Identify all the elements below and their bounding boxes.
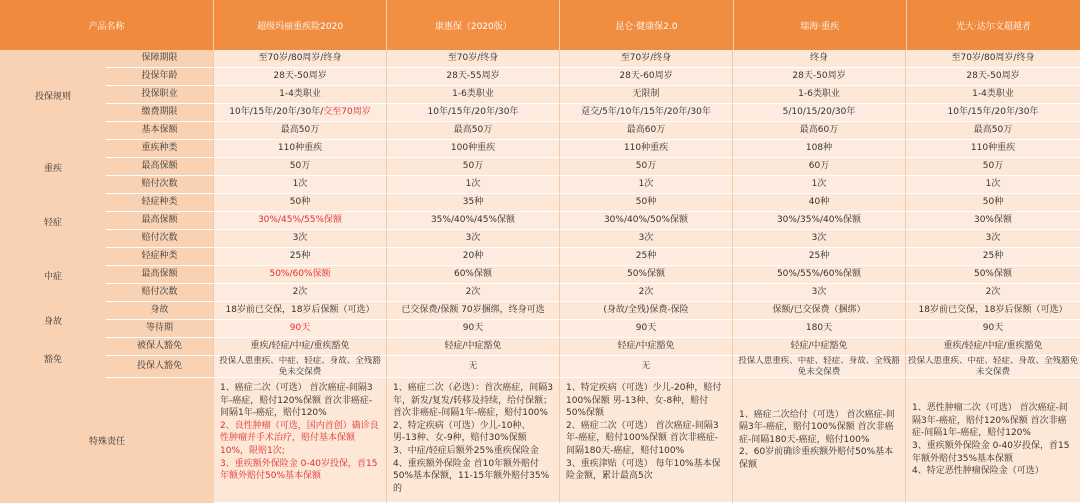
table-cell: 5/10/15/20/30年: [733, 104, 906, 122]
table-cell: 110种重疾: [560, 140, 733, 158]
special-cell: [560, 378, 733, 503]
table-cell: 1次: [560, 176, 733, 194]
table-cell: 30%/40%/50%保额: [560, 212, 733, 230]
special-cell: [733, 378, 906, 503]
table-row: [106, 266, 1080, 284]
table-cell: 108种: [733, 140, 906, 158]
table-cell: 最高60万: [560, 122, 733, 140]
table-row: [106, 248, 1080, 266]
table-cell: 保额/已交保费（捆绑）: [733, 302, 906, 320]
group-special: 特殊责任: [0, 378, 214, 503]
table-header: [0, 0, 1080, 50]
table-cell: 50万: [560, 158, 733, 176]
special-line: 2、癌症二次（可选） 首次癌症-间隔3年-癌症，赔付100%保额 首次非癌症-间隔180天-癌症，赔付100%: [566, 420, 719, 456]
table-cell: 60万: [733, 158, 906, 176]
table-cell: 50万: [214, 158, 387, 176]
table-cell: 50%/55%/60%保额: [733, 266, 906, 284]
table-cell: 重疾/轻症/中症/重疾豁免: [214, 338, 387, 356]
table-cell: 50%/60%保额: [214, 266, 387, 284]
table-cell: 至70岁/80周岁/终身: [214, 50, 387, 68]
special-line: 2、良性肿瘤（可选，国内首创）确诊良性肿瘤并手术治疗，赔付基本保额10%，限赔1次;: [220, 420, 379, 456]
table-row: [106, 176, 1080, 194]
row-label: 轻症种类: [106, 248, 214, 266]
table-cell: 60%保额: [387, 266, 560, 284]
table-cell: 20种: [387, 248, 560, 266]
special-line: 2、60岁前确诊重疾额外赔付50%基本保额: [739, 447, 894, 470]
table-cell: 最高60万: [733, 122, 906, 140]
row-label: 投保年龄: [106, 68, 214, 86]
table-cell: 50万: [906, 158, 1080, 176]
table-cell: 重疾/轻症/中症/重疾豁免: [906, 338, 1080, 356]
table-cell: 3次: [560, 230, 733, 248]
table-cell: 趸交/5年/10年/15年/20年/30年: [560, 104, 733, 122]
table-cell: 3次: [733, 284, 906, 302]
table-cell: 轻症/中症豁免: [560, 338, 733, 356]
table-row: [106, 86, 1080, 104]
table-row: [106, 230, 1080, 248]
special-line: 2、特定疾病（可选）少儿-10种、男-13种、女-9种，赔付30%保额: [393, 420, 531, 444]
row-label: 身故: [106, 302, 214, 320]
special-line: 1、癌症二次给付（可选） 首次癌症-间隔3年-癌症，赔付100%保额 首次非癌症-间隔180天-癌症，赔付100%: [739, 409, 895, 445]
table-cell: 100种重疾: [387, 140, 560, 158]
header-product-3: 昆仑·健康保2.0: [560, 0, 733, 50]
table-cell: 3次: [214, 230, 387, 248]
table-cell: 2次: [906, 284, 1080, 302]
table-cell: 35%/40%/45%保额: [387, 212, 560, 230]
row-label: 重疾种类: [106, 140, 214, 158]
row-label: 赔付次数: [106, 284, 214, 302]
header-product-4: 瑞海·重疾: [734, 0, 907, 50]
table-cell: 110种重疾: [214, 140, 387, 158]
table-cell: 28天-50周岁: [906, 68, 1080, 86]
table-cell: 3次: [733, 230, 906, 248]
table-cell: 90天: [387, 320, 560, 338]
table-cell: 1次: [906, 176, 1080, 194]
table-cell: 至70岁/80周岁/终身: [906, 50, 1080, 68]
table-cell: 1-6类职业: [387, 86, 560, 104]
row-label: 被保人豁免: [106, 338, 214, 356]
table-cell: 30%保额: [906, 212, 1080, 230]
row-label: 赔付次数: [106, 230, 214, 248]
table-row: [106, 356, 1080, 378]
header-product-1: 超级玛丽重疾险2020: [214, 0, 387, 50]
table-cell: 投保人患重疾、中症、轻症、身故、全残豁免未交保费: [908, 356, 1079, 377]
header-product-5: 光大·达尔文超越者: [907, 0, 1080, 50]
row-label: 最高保额: [106, 158, 214, 176]
special-line: 4、重疾额外保险金 首10年额外赔付50%基本保额，11-15年额外赔付35%的: [393, 458, 550, 494]
special-line: 1、特定疾病（可选）少儿-20种，赔付100%保额 男-13种、女-8种，赔付50%保额: [566, 383, 722, 419]
table-cell: 25种: [214, 248, 387, 266]
table-cell: 30%/35%/40%保额: [733, 212, 906, 230]
table-cell: 10年/15年/20年/30年: [387, 104, 560, 122]
table-cell: 25种: [733, 248, 906, 266]
special-line: 1、癌症二次（可选） 首次癌症-间隔3年-癌症，赔付120%保额 首次非癌症-间隔1年-癌症，赔付120%: [220, 383, 373, 419]
table-cell: 35种: [387, 194, 560, 212]
row-label: 投保职业: [106, 86, 214, 104]
table-cell: 25种: [906, 248, 1080, 266]
table-cell: 110种重疾: [906, 140, 1080, 158]
highlight-text: 交至70周岁: [323, 106, 371, 117]
table-cell: 至70岁/终身: [560, 50, 733, 68]
row-label: 投保人豁免: [106, 356, 214, 378]
row-label: 基本保额: [106, 122, 214, 140]
special-line: 3、重疾额外保险金 0-40岁投保，首15年额外赔付35%基本保额: [912, 441, 1070, 464]
table-cell: 180天: [733, 320, 906, 338]
table-row: [106, 194, 1080, 212]
row-label: 缴费期限: [106, 104, 214, 122]
table-row: [106, 302, 1080, 320]
table-cell: 1次: [214, 176, 387, 194]
table-row: [106, 212, 1080, 230]
table-cell: 2次: [387, 284, 560, 302]
special-line: 4、特定恶性肿瘤保险金（可选）: [912, 466, 1044, 477]
table-cell: 至70岁/终身: [387, 50, 560, 68]
table-cell: 已交保费/保额 70岁捆绑，终身可选: [387, 302, 560, 320]
special-cell: [906, 378, 1080, 503]
table-cell: 18岁前已交保，18岁后保额（可选）: [214, 302, 387, 320]
table-cell: 投保人患重疾、中症、轻症、身故、全残豁免未交保费: [214, 356, 387, 378]
group-waiver: 豁免: [0, 338, 106, 379]
table-cell: 50%保额: [906, 266, 1080, 284]
table-cell: 50%保额: [560, 266, 733, 284]
row-label: 等待期: [106, 320, 214, 338]
group-death: 身故: [0, 302, 106, 339]
table-cell: 40种: [733, 194, 906, 212]
special-cell: [214, 378, 387, 503]
table-cell: 无: [560, 356, 733, 378]
table-cell: 投保人患重疾、中症、轻症、身故、全残豁免未交保费: [733, 356, 906, 378]
table-cell: 1-4类职业: [906, 86, 1080, 104]
table-cell: 最高50万: [214, 122, 387, 140]
table-cell: 50种: [214, 194, 387, 212]
table-cell: 28天-50周岁: [214, 68, 387, 86]
table-row: [106, 50, 1080, 68]
special-line: 1、恶性肿瘤二次（可选） 首次癌症-间隔3年-癌症，赔付120%保额 首次非癌症-间隔1年-癌症，赔付120%: [912, 403, 1068, 439]
table-cell: 轻症/中症豁免: [733, 338, 906, 356]
table-row: [106, 140, 1080, 158]
special-line: 3、重疾额外保险金 0-40岁投保，首15年额外赔付50%基本保额: [220, 458, 378, 482]
table-cell: 2次: [560, 284, 733, 302]
table-cell: 最高50万: [387, 122, 560, 140]
table-cell: 18岁前已交保，18岁后保额（可选）: [906, 302, 1080, 320]
group-major: 重疾: [0, 140, 106, 195]
table-cell: 3次: [906, 230, 1080, 248]
special-row: [214, 378, 1080, 503]
row-label: 保障期限: [106, 50, 214, 68]
group-light: 轻症: [0, 194, 106, 249]
table-cell: 无限制: [560, 86, 733, 104]
table-row: [106, 320, 1080, 338]
table-cell: 50种: [560, 194, 733, 212]
table-row: [106, 158, 1080, 176]
table-cell: 90天: [906, 320, 1080, 338]
table-cell: 终身: [733, 50, 906, 68]
row-label: 最高保额: [106, 266, 214, 284]
table-row: [106, 104, 1080, 122]
table-body: [0, 50, 1080, 503]
table-cell: 90天: [214, 320, 387, 338]
table-cell: 轻症/中症豁免: [387, 338, 560, 356]
table-row: [106, 338, 1080, 356]
table-cell: (身故/全残)保费-保险: [560, 302, 733, 320]
table-cell: 30%/45%/55%保额: [214, 212, 387, 230]
header-product-name: 产品名称: [0, 0, 214, 50]
table-cell: 28天-60周岁: [560, 68, 733, 86]
table-row: [106, 68, 1080, 86]
group-medium: 中症: [0, 248, 106, 303]
table-cell: 50种: [906, 194, 1080, 212]
header-product-2: 康惠保（2020版）: [387, 0, 560, 50]
table-cell: 28天-50周岁: [733, 68, 906, 86]
table-cell: 3次: [387, 230, 560, 248]
table-cell: 1次: [387, 176, 560, 194]
table-cell: 2次: [214, 284, 387, 302]
special-line: 3、中症/轻症后额外25%重疾保险金: [393, 445, 539, 456]
table-cell: 50万: [387, 158, 560, 176]
special-line: 1、癌症二次（必选）：首次癌症，间隔3年，新发/复发/转移及持续，给付保额； 首次非癌症-间隔1年-癌症，赔付100%: [393, 383, 553, 419]
table-cell: 90天: [560, 320, 733, 338]
table-cell: 10年/15年/20年/30年/ 交至70周岁: [214, 104, 387, 122]
table-cell: 25种: [560, 248, 733, 266]
table-cell: 最高50万: [906, 122, 1080, 140]
table-cell: 1-4类职业: [214, 86, 387, 104]
special-line: 3、重疾津贴（可选） 每年10%基本保险金额，累计最高5次: [566, 458, 721, 482]
row-label: 轻症种类: [106, 194, 214, 212]
table-row: [106, 122, 1080, 140]
table-cell: 10年/15年/20年/30年: [906, 104, 1080, 122]
special-cell: [387, 378, 560, 503]
table-cell: 1次: [733, 176, 906, 194]
group-rules: 投保规则: [0, 50, 106, 141]
row-label: 赔付次数: [106, 176, 214, 194]
table-cell: 1-6类职业: [733, 86, 906, 104]
table-row: [106, 284, 1080, 302]
row-label: 最高保额: [106, 212, 214, 230]
table-cell: 无: [387, 356, 560, 378]
table-cell: 28天-55周岁: [387, 68, 560, 86]
